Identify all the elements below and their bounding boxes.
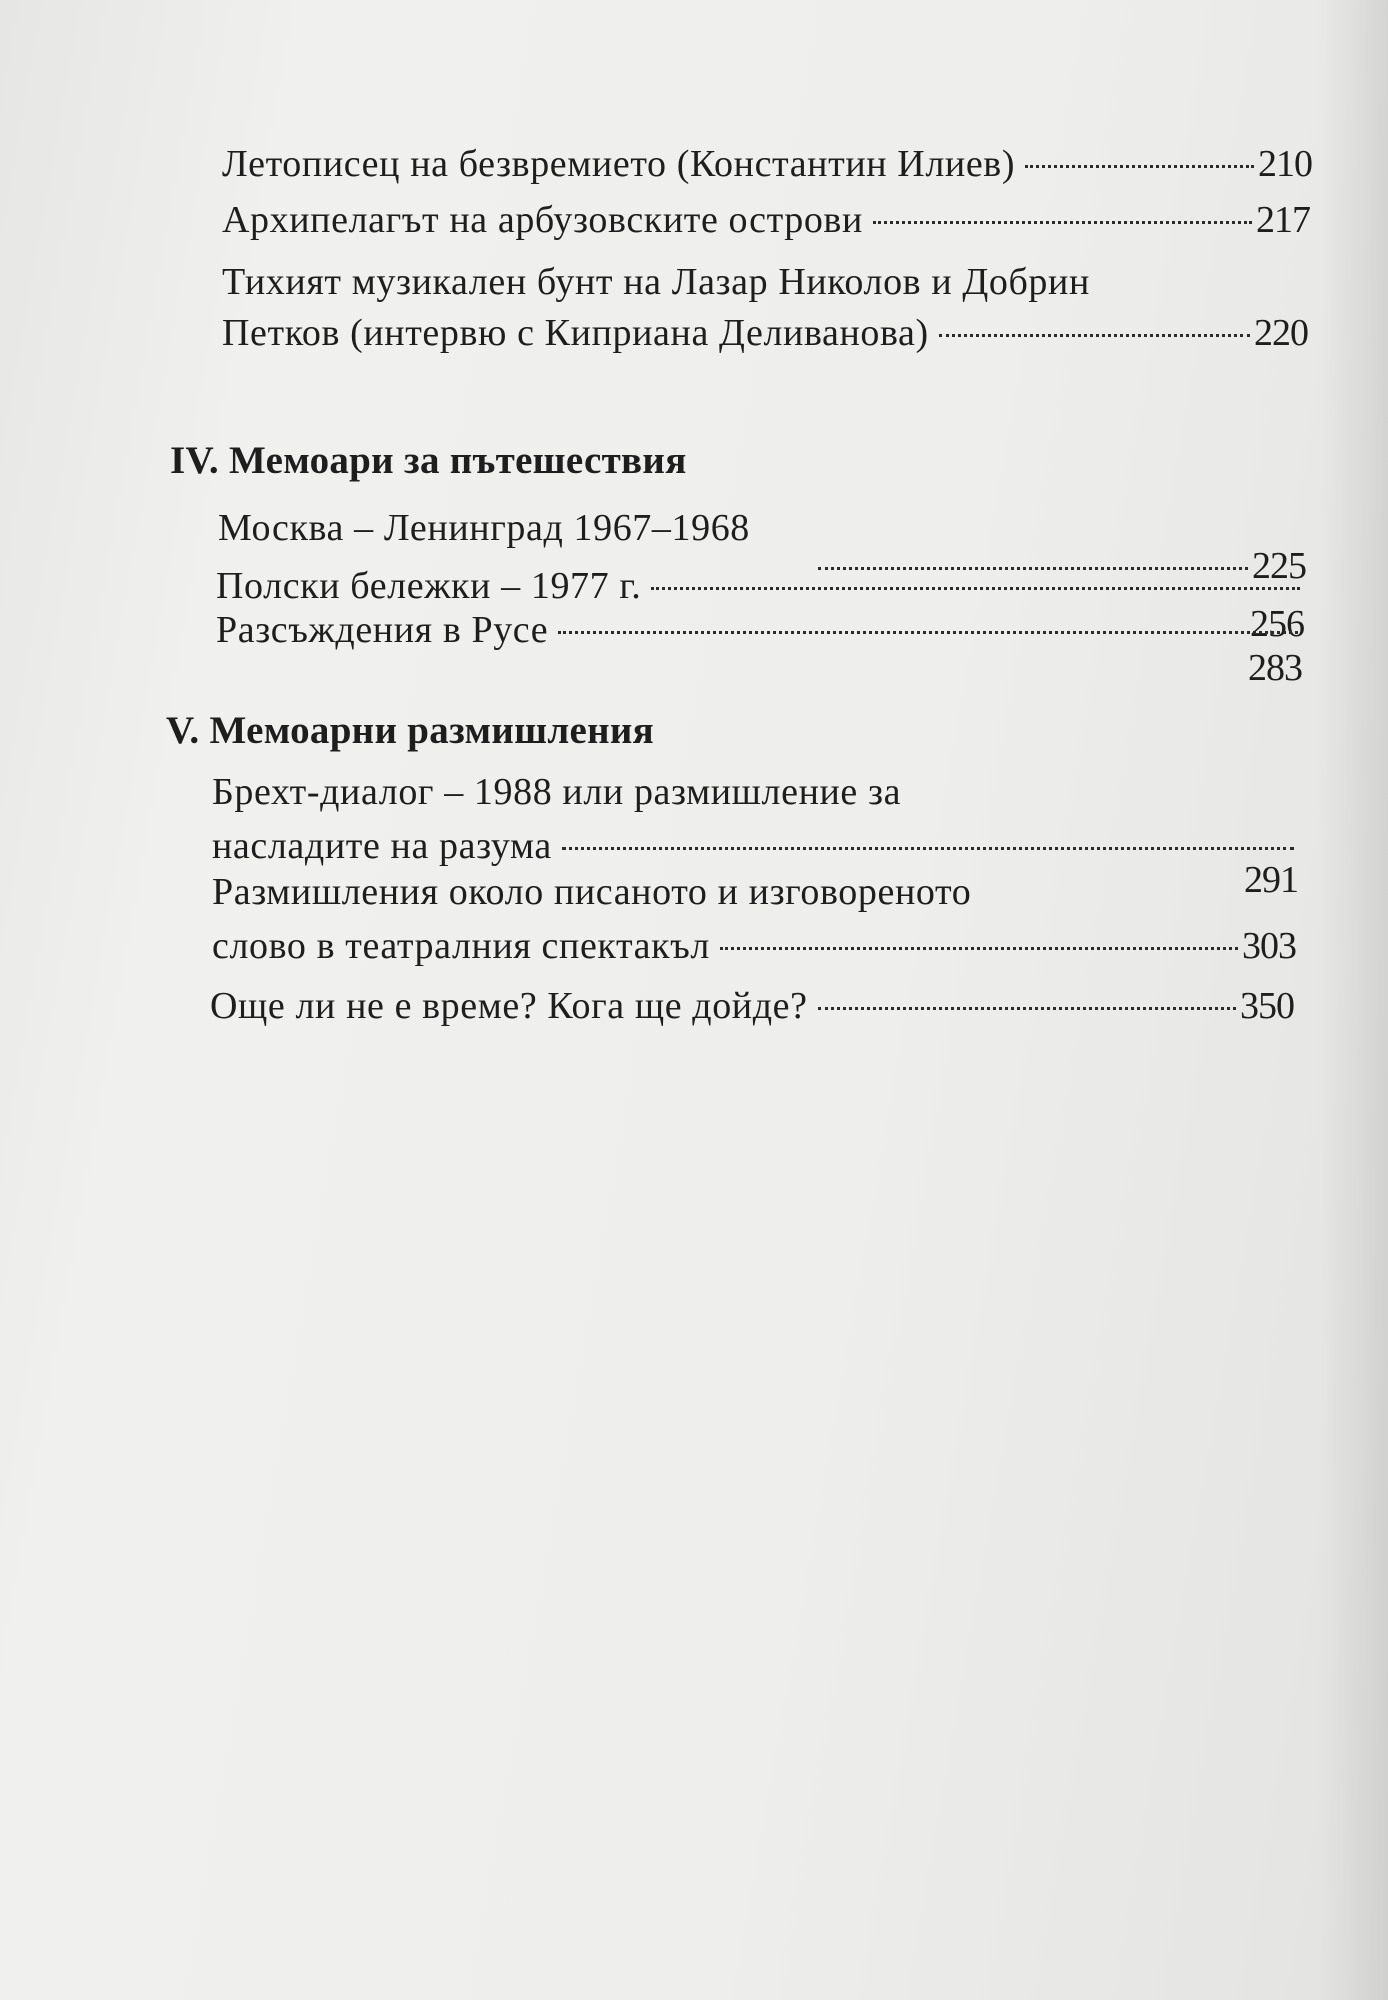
toc-entry-title: Летописец на безвремието (Константин Илиев)	[222, 143, 1016, 185]
dot-leader	[873, 221, 1252, 224]
toc-entry	[216, 606, 1302, 692]
toc-page-number: 283	[1248, 647, 1302, 689]
toc-entry-title: Полски бележки – 1977 г.	[216, 565, 642, 607]
toc-page-number: 210	[1258, 143, 1312, 185]
section-title: V. Мемоарни размишления	[166, 709, 655, 752]
toc-entry-title-line: Брехт-диалог – 1988 или размишление за	[212, 771, 902, 813]
toc-entry-title: Москва – Ленинград 1967–1968	[218, 507, 750, 549]
toc-entry	[222, 140, 1312, 188]
toc-entry-title-line: насладите на разума	[212, 825, 552, 867]
dot-leader	[818, 1007, 1236, 1010]
toc-entry-title: Архипелагът на арбузовските острови	[222, 199, 863, 241]
dot-leader	[939, 334, 1250, 337]
toc-entry	[210, 982, 1294, 1030]
toc-entry-title-line: Петков (интервю с Киприана Деливанова)	[222, 312, 929, 354]
toc-entry-title-line: Тихият музикален бунт на Лазар Николов и Добрин	[222, 261, 1090, 303]
toc-entry-title: Още ли не е време? Кога ще дойде?	[210, 985, 808, 1027]
toc-page-number: 225	[1252, 545, 1306, 587]
toc-entry-title-line: Размишления около писаното и изговореното	[212, 871, 972, 913]
toc-entry	[222, 258, 1308, 357]
toc-page-number: 303	[1242, 925, 1296, 967]
toc-entry-title-line: слово в театралния спектакъл	[212, 925, 710, 967]
toc-entry	[212, 868, 1296, 970]
toc-page-number: 291	[1244, 859, 1298, 901]
toc-page-number: 220	[1254, 312, 1308, 354]
toc-entry-title: Разсъждения в Русе	[216, 609, 549, 651]
toc-page-number: 350	[1240, 985, 1294, 1027]
toc-page-number: 217	[1256, 199, 1310, 241]
section-title: IV. Мемоари за пътешествия	[170, 439, 687, 482]
dot-leader	[720, 947, 1238, 950]
dot-leader	[651, 587, 1300, 590]
dot-leader	[562, 847, 1294, 850]
toc-entry	[222, 196, 1310, 244]
dot-leader	[1025, 165, 1254, 168]
dot-leader	[558, 631, 1298, 634]
toc-page-number: 256	[1250, 603, 1304, 645]
